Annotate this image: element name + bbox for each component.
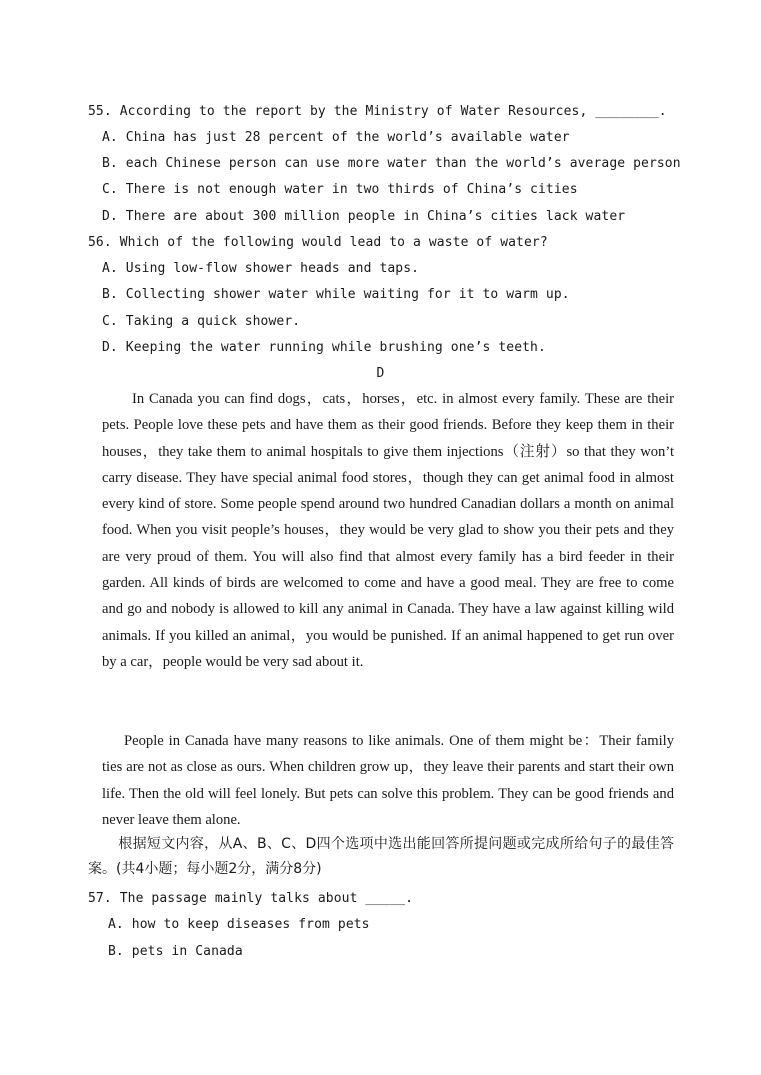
option-text: pets in Canada — [131, 944, 243, 959]
question-number: 56. — [88, 235, 112, 250]
section-heading: D — [376, 366, 385, 381]
question-text: According to the report by the Ministry of Water Resources, ________. — [119, 104, 667, 119]
option-letter: A. — [102, 130, 118, 145]
option-text: There is not enough water in two thirds of China’s cities — [125, 182, 578, 197]
question-56-option-b — [102, 286, 570, 304]
question-55-option-c — [102, 181, 578, 199]
passage-paragraph-1 — [102, 386, 674, 675]
option-text: Taking a quick shower. — [125, 314, 301, 329]
question-number: 57. — [88, 891, 112, 906]
option-text: Collecting shower water while waiting for it to warm up. — [125, 287, 570, 302]
paragraph-text: People in Canada have many reasons to like animals. One of them might be：Their family ties are not as close as ours. When children grow up，they leave their parents and start their own life. Then the old will feel lonely. But pets can solve this problem. They can be good friends and never leave them alone. — [102, 733, 674, 828]
option-letter: B. — [102, 287, 118, 302]
option-text: There are about 300 million people in China’s cities lack water — [125, 209, 626, 224]
question-55-stem — [88, 103, 667, 121]
section-instruction — [88, 832, 674, 882]
paragraph-text: In Canada you can find dogs，cats，horses，etc. in almost every family. These are their pets. People love these pets and have them as their good friends. Before they keep them in their houses，they take them to animal hospitals to give them injections（注射）so that they won’t carry disease. They have special animal food stores，though they can get animal food in almost every kind of store. Some people spend around two hundred Canadian dollars a month on animal food. When you visit people’s houses，they would be very glad to show you their pets and they are very proud of them. You will also find that almost every family has a bird feeder in their garden. All kinds of birds are welcomed to come and have a good meal. They are free to come and go and nobody is allowed to kill any animal in Canada. They have a law against killing wild animals. If you killed an animal，you would be punished. If an animal happened to get run over by a car，people would be very sad about it. — [102, 391, 674, 670]
option-letter: D. — [102, 340, 118, 355]
question-56-option-a — [102, 260, 419, 278]
question-56-option-c — [102, 313, 300, 331]
option-text: Using low-flow shower heads and taps. — [125, 261, 420, 276]
option-text: Keeping the water running while brushing one’s teeth. — [125, 340, 546, 355]
question-57-stem — [88, 890, 413, 908]
option-letter: B. — [102, 156, 118, 171]
instruction-text: 根据短文内容，从A、B、C、D四个选项中选出能回答所提问题或完成所给句子的最佳答案。(共4小题；每小题2分，满分8分) — [88, 836, 674, 877]
option-text: how to keep diseases from pets — [131, 917, 370, 932]
question-number: 55. — [88, 104, 112, 119]
passage-paragraph-2 — [102, 728, 674, 833]
question-56-stem — [88, 234, 548, 252]
option-text: China has just 28 percent of the world’s available water — [125, 130, 570, 145]
option-letter: C. — [102, 314, 118, 329]
option-letter: C. — [102, 182, 118, 197]
question-57-option-b — [108, 943, 243, 961]
option-letter: A. — [108, 917, 124, 932]
option-text: each Chinese person can use more water than the world’s average person — [125, 156, 681, 171]
option-letter: B. — [108, 944, 124, 959]
option-letter: D. — [102, 209, 118, 224]
question-55-option-a — [102, 129, 570, 147]
question-55-option-b — [102, 155, 681, 173]
question-57-option-a — [108, 916, 370, 934]
question-55-option-d — [102, 208, 625, 226]
question-56-option-d — [102, 339, 546, 357]
question-text: Which of the following would lead to a waste of water? — [119, 235, 548, 250]
option-letter: A. — [102, 261, 118, 276]
question-text: The passage mainly talks about _____. — [119, 891, 414, 906]
